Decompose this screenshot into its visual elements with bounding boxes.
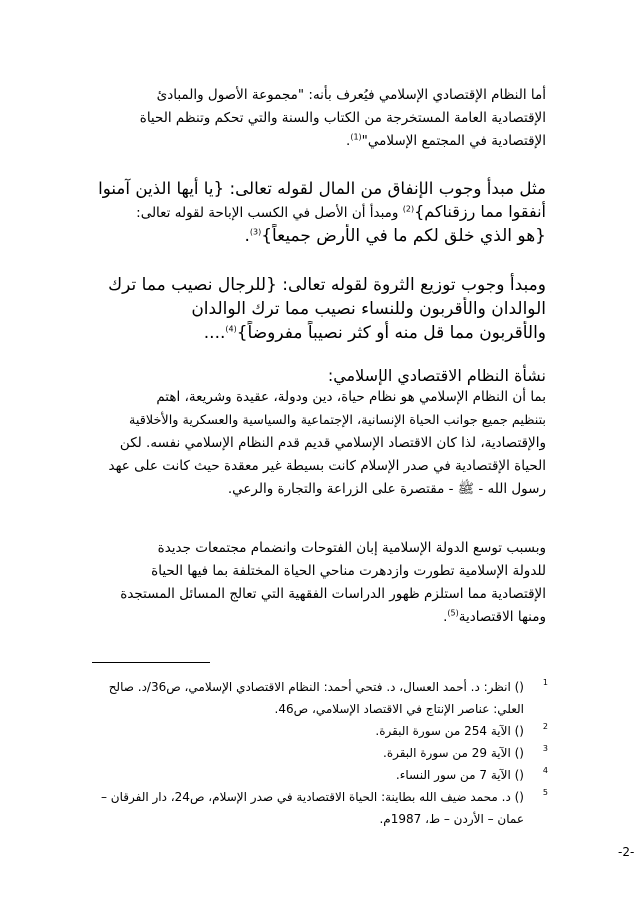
paragraph-wealth-distribution	[92, 273, 546, 345]
footnote-continuation: عمان – الأردن – ط، 1987م.	[379, 812, 524, 826]
page-number: -2-	[618, 845, 635, 859]
paragraph-origin	[92, 386, 546, 501]
footnote-body: () د. محمد ضيف الله بطاينة: الحياة الاقتصادية في صدر الإسلام، ص24، دار الفرقان –	[100, 790, 524, 804]
text-line: الإقتصادية مما استلزم ظهور الدراسات الفقهية التي تعالج المسائل المستجدة	[120, 586, 546, 602]
footnote-continuation: العلي: عناصر الإنتاج في الاقتصاد الإسلامي، ص46.	[274, 702, 524, 716]
footnote-body: () انظر: د. أحمد العسال، د. فتحي أحمد: النظام الاقتصادي الإسلامي، ص36/د. صالح	[108, 680, 524, 694]
text-line	[92, 321, 546, 345]
text-line: أما النظام الإقتصادي الإسلامي فيُعرف بأنه: "مجموعة الأصول والمبادئ	[156, 87, 546, 103]
footnote-item	[92, 764, 546, 786]
text-line: الإقتصادية العامة المستخرجة من الكتاب والسنة والتي تحكم وتنظم الحياة	[139, 110, 546, 126]
text-segment: ومبدأ أن الأصل في الكسب الإباحة لقوله تعالى:	[136, 205, 399, 221]
text-segment: ومنها الاقتصادية	[458, 609, 546, 625]
text-line: بتنظيم جميع جوانب الحياة الإنسانية، الإجتماعية والسياسية والعسكرية والأخلاقية	[129, 413, 546, 428]
footnote-item	[92, 786, 546, 830]
footnote-number: 5	[542, 788, 548, 797]
footnote-item	[92, 676, 546, 720]
text-line: والإقتصادية، لذا كان الاقتصاد الإسلامي قديم قدم النظام الإسلامي نفسه. لكن	[119, 435, 546, 451]
text-line	[92, 200, 546, 224]
quran-verse: والأقربون مما قل منه أو كثر نصيباً مفروضاً}	[236, 323, 546, 343]
text-line: ومبدأ وجوب توزيع الثروة لقوله تعالى: {للرجال نصيب مما ترك	[108, 275, 546, 295]
text-line: الإقتصادية في المجتمع الإسلامي"$^{(1)}$.	[346, 132, 546, 149]
footnote-separator	[92, 662, 210, 663]
footnote-body: () الآية 7 من سور النساء.	[395, 768, 524, 782]
paragraph-spending-principle	[92, 176, 546, 248]
footnote-number: 3	[542, 744, 548, 753]
text-line: رسول الله - ﷺ - مقتصرة على الزراعة والتجارة والرعي.	[227, 481, 546, 497]
text-line: الوالدان والأقربون وللنساء نصيب مما ترك الوالدان	[191, 299, 546, 319]
text-line: ومنها الاقتصادية$^{(5)}$.	[443, 608, 546, 625]
footnote-text	[92, 764, 546, 786]
text-line: {هو الذي خلق لكم ما في الأرض جميعاً}$^{(3)}$.	[244, 226, 546, 246]
footnote-ref[interactable]: (1)	[350, 132, 362, 142]
footnote-number: 2	[542, 722, 548, 731]
text-segment: الإقتصادية في المجتمع الإسلامي"	[361, 133, 546, 149]
footnote-number: 1	[542, 678, 548, 687]
footnote-ref[interactable]: (4)	[225, 324, 237, 334]
footnote-body: () الآية 254 من سورة البقرة.	[375, 724, 524, 738]
footnote-text	[92, 742, 546, 764]
text-line: الحياة الإقتصادية في صدر الإسلام كانت بسيطة غير معقدة حيث كانت على عهد	[108, 458, 546, 474]
text-line: للدولة الإسلامية تطورت وازدهرت مناحي الحياة المختلفة بما فيها الحياة	[151, 563, 546, 579]
footnotes	[92, 676, 546, 830]
footnote-body: () الآية 29 من سورة البقرة.	[383, 746, 524, 760]
paragraph-definition	[92, 84, 546, 153]
text-line: مثل مبدأ وجوب الإنفاق من المال لقوله تعالى: {يا أيها الذين آمنوا	[98, 178, 546, 198]
footnote-text	[92, 786, 546, 808]
quran-verse: أنفقوا مما رزقناكم}	[414, 202, 546, 221]
text-segment: ....	[203, 323, 226, 343]
footnote-item	[92, 720, 546, 742]
footnote-text	[92, 720, 546, 742]
section-heading: نشأة النظام الاقتصادي الإسلامي:	[327, 366, 546, 385]
text-line: بما أن النظام الإسلامي هو نظام حياة، دين ودولة، عقيدة وشريعة، اهتم	[156, 389, 546, 405]
text-line: وبسبب توسع الدولة الإسلامية إبان الفتوحات وانضمام مجتمعات جديدة	[157, 540, 546, 556]
footnote-text	[92, 676, 546, 698]
footnote-item	[92, 742, 546, 764]
footnote-ref[interactable]: (2)	[402, 204, 415, 214]
quran-verse: {هو الذي خلق لكم ما في الأرض جميعاً}	[261, 226, 546, 246]
footnote-number: 4	[542, 766, 548, 775]
footnote-ref[interactable]: (5)	[447, 608, 459, 618]
paragraph-expansion	[92, 537, 546, 629]
footnote-ref[interactable]: (3)	[249, 227, 262, 237]
